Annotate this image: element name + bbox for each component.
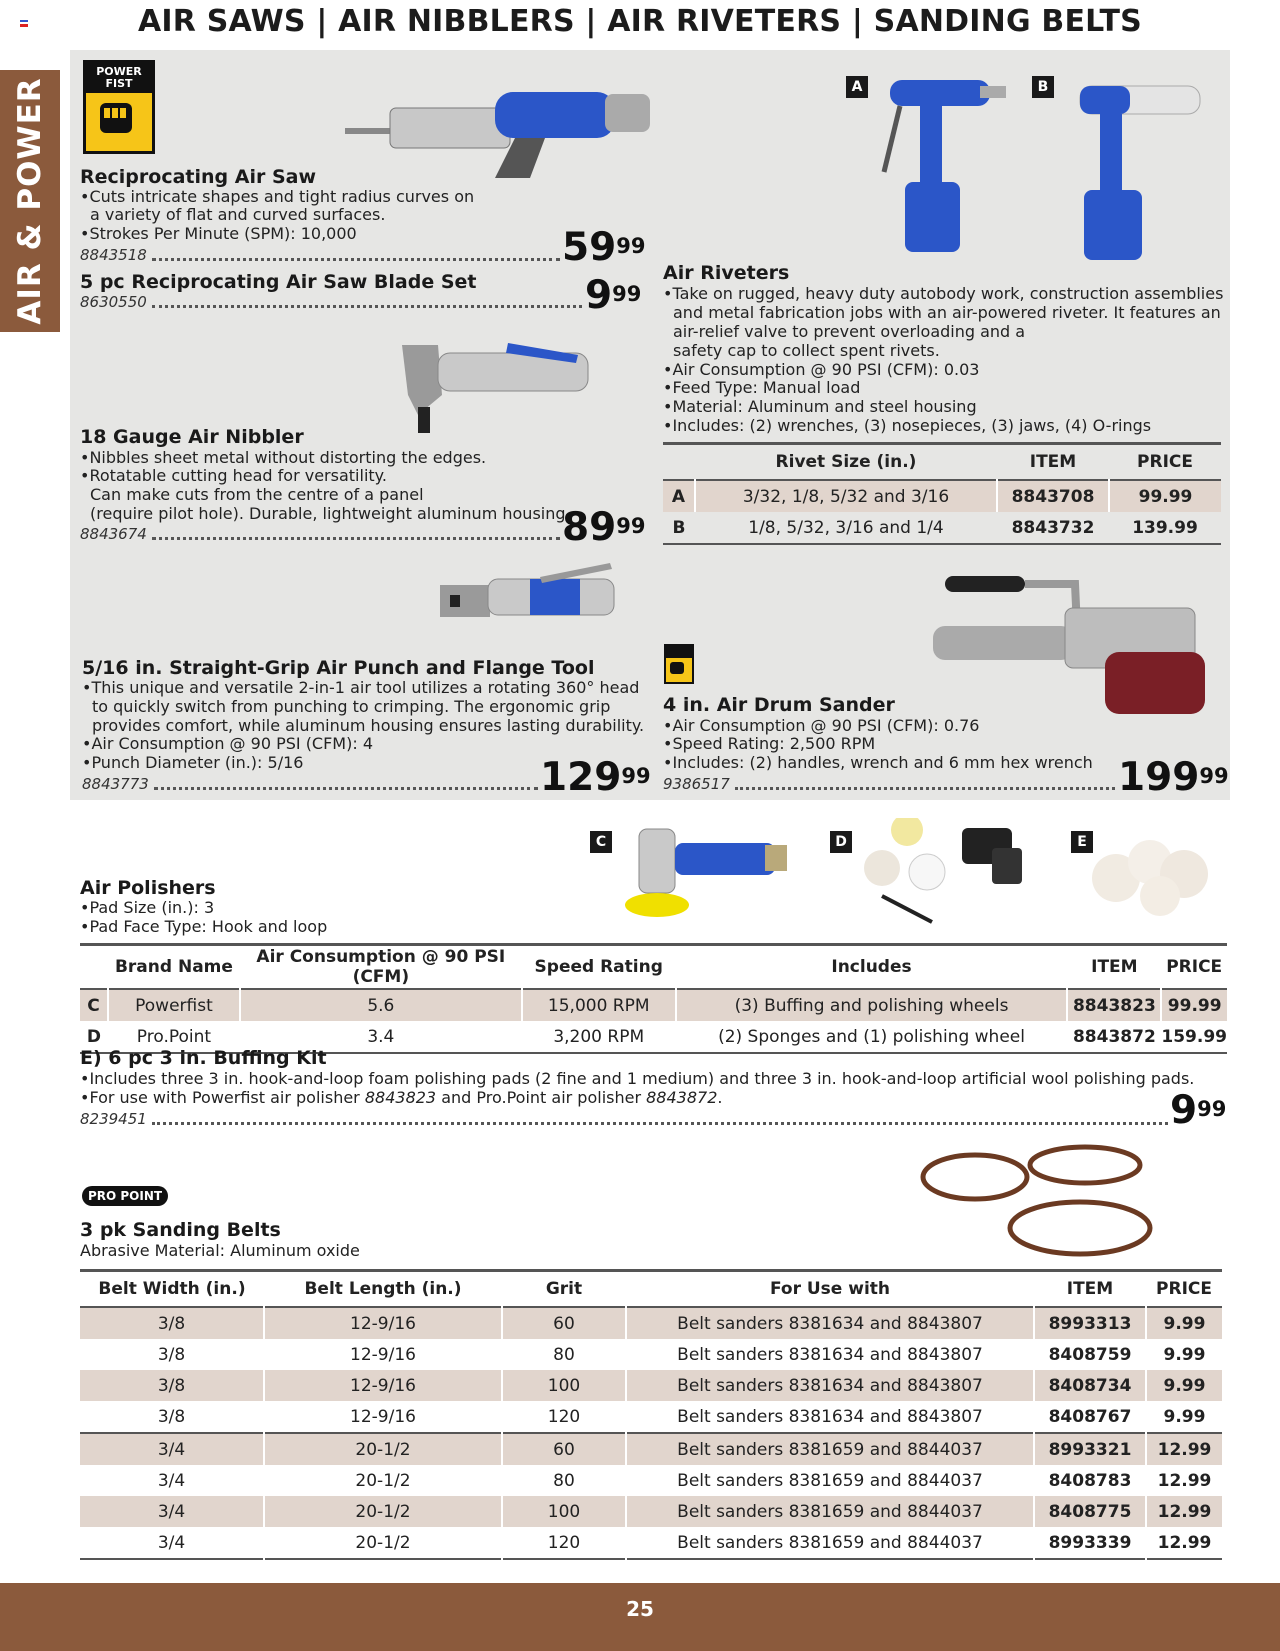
punch-price [540,755,651,800]
saw-price-cents: 99 [616,234,646,258]
power-fist-logo-line1: POWER [96,65,142,78]
blade-leader-dots [152,305,582,308]
polisher-c-label: C [590,831,612,853]
riveters-bullet-7: •Material: Aluminum and steel housing [663,397,977,416]
polisher-c-image [625,823,795,923]
belts-title: 3 pk Sanding Belts [80,1219,281,1241]
drum-bullet-3: •Includes: (2) handles, wrench and 6 mm hex wrench [663,753,1093,772]
item-number: 8993321 [1034,1433,1146,1465]
polishers-header-price: PRICE [1166,957,1223,977]
belts-subtitle: Abrasive Material: Aluminum oxide [80,1241,360,1260]
grit: 80 [502,1465,626,1496]
nibbler-bullet-3: Can make cuts from the centre of a panel [90,485,424,504]
polishers-table [80,943,1227,1054]
belt-length: 20-1/2 [264,1496,502,1527]
belt-width: 3/8 [80,1307,264,1339]
for-use-with: Belt sanders 8381634 and 8843807 [626,1339,1034,1370]
item-number: 8843823 [1067,989,1161,1021]
belt-width: 3/4 [80,1465,264,1496]
grit: 100 [502,1496,626,1527]
row-label: D [86,1026,102,1047]
reciprocating-saw-image [345,80,665,180]
price: 9.99 [1163,1406,1206,1427]
power-fist-logo-line2: FIST [105,77,133,90]
pro-point-logo: PRO POINT [82,1186,168,1206]
table-row [80,1465,1222,1496]
drum-sander-image [925,568,1215,718]
belt-width: 3/4 [80,1527,264,1559]
item-number: 8843732 [1011,517,1095,538]
price: 159.99 [1161,1026,1227,1047]
sanding-belts-image [920,1135,1190,1265]
punch-bullet-1: •This unique and versatile 2-in-1 air tool utilizes a rotating 360° head [82,678,640,697]
buffing-sku-ref-1: 8843823 [364,1088,437,1107]
for-use-with: Belt sanders 8381659 and 8844037 [626,1496,1034,1527]
nibbler-bullet-1: •Nibbles sheet metal without distorting the edges. [80,448,487,467]
punch-sku: 8843773 [82,775,149,793]
drum-price-cents: 99 [1199,764,1229,788]
punch-bullet-5: •Punch Diameter (in.): 5/16 [82,753,304,772]
saw-price [562,225,646,270]
for-use-with: Belt sanders 8381634 and 8843807 [626,1307,1034,1339]
belts-header-use: For Use with [769,1279,891,1299]
buffing-price-dollars: 9 [1170,1088,1198,1133]
fist-icon [86,93,146,143]
riveter-a-label: A [846,76,868,98]
riveters-bullet-5: •Air Consumption @ 90 PSI (CFM): 0.03 [663,360,980,379]
belts-header-width: Belt Width (in.) [98,1279,246,1299]
riveters-bullet-8: •Includes: (2) wrenches, (3) nosepieces, (3) jaws, (4) O-rings [663,416,1152,435]
riveters-bullet-3: air-relief valve to prevent overloading and a [673,322,1026,341]
punch-price-dollars: 129 [540,755,622,800]
page-footer [0,1583,1280,1651]
polishers-header-brand: Brand Name [114,957,233,977]
saw-leader-dots [152,258,560,261]
polishers-header-includes: Includes [831,957,912,977]
drum-title: 4 in. Air Drum Sander [663,694,895,716]
belt-length: 12-9/16 [264,1370,502,1401]
air-consumption: 3.4 [367,1026,395,1047]
grit: 60 [502,1307,626,1339]
nibbler-leader-dots [152,537,560,540]
saw-title: Reciprocating Air Saw [80,166,316,188]
grit: 120 [502,1401,626,1433]
price: 12.99 [1146,1496,1222,1527]
for-use-with: Belt sanders 8381634 and 8843807 [626,1401,1034,1433]
item-number: 8993339 [1034,1527,1146,1559]
page-number: 25 [626,1597,654,1621]
punch-bullet-2: to quickly switch from punching to crimping. The ergonomic grip [92,697,611,716]
buffing-title-text: 6 pc 3 in. Buffing Kit [108,1047,327,1069]
punch-title: 5/16 in. Straight-Grip Air Punch and Flange Tool [82,657,595,679]
page-title: AIR SAWS | AIR NIBBLERS | AIR RIVETERS | SANDING BELTS [138,4,1142,39]
saw-bullet-2: •Strokes Per Minute (SPM): 10,000 [80,224,357,243]
item-number: 8408734 [1034,1370,1146,1401]
grit: 80 [502,1339,626,1370]
table-row [80,1307,1222,1339]
belt-length: 20-1/2 [264,1527,502,1559]
section-side-tab [0,70,60,332]
table-row [80,989,1227,1021]
nibbler-price [562,505,646,550]
punch-leader-dots [154,787,538,790]
price: 12.99 [1146,1433,1222,1465]
riveters-header-price: PRICE [1137,452,1193,472]
price: 9.99 [1146,1307,1222,1339]
riveters-header-item: ITEM [1029,452,1077,472]
nibbler-price-cents: 99 [616,514,646,538]
item-number: 8408783 [1034,1465,1146,1496]
belt-width: 3/4 [80,1433,264,1465]
row-label: C [80,989,108,1021]
polishers-bullet-2: •Pad Face Type: Hook and loop [80,917,328,936]
table-row [80,1496,1222,1527]
polishers-header-air: Air Consumption @ 90 PSI (CFM) [256,947,506,987]
drum-bullet-1: •Air Consumption @ 90 PSI (CFM): 0.76 [663,716,980,735]
belt-length: 12-9/16 [264,1401,502,1433]
belts-header-length: Belt Length (in.) [304,1279,462,1299]
fist-icon [666,658,688,678]
nibbler-bullet-2: •Rotatable cutting head for versatility. [80,466,387,485]
price: 99.99 [1161,989,1227,1021]
includes: (3) Buffing and polishing wheels [676,989,1068,1021]
side-tab-label: AIR & POWER [12,77,48,325]
belt-width: 3/8 [80,1339,264,1370]
polishers-header-speed: Speed Rating [534,957,663,977]
rivet-size: 1/8, 5/32, 3/16 and 1/4 [748,517,944,538]
table-row [663,512,1221,544]
polishers-title: Air Polishers [80,877,216,899]
belt-length: 12-9/16 [264,1339,502,1370]
belts-header-price: PRICE [1156,1279,1212,1299]
speed-rating: 15,000 RPM [522,989,676,1021]
belt-length: 20-1/2 [264,1433,502,1465]
for-use-with: Belt sanders 8381634 and 8843807 [626,1370,1034,1401]
drum-price-dollars: 199 [1118,755,1200,800]
nibbler-bullet-4: (require pilot hole). Durable, lightweight aluminum housing. [90,504,571,523]
blade-price-dollars: 9 [585,273,613,318]
polishers-bullet-1: •Pad Size (in.): 3 [80,898,215,917]
for-use-with: Belt sanders 8381659 and 8844037 [626,1527,1034,1559]
riveter-b-image [1070,72,1210,267]
punch-bullet-4: •Air Consumption @ 90 PSI (CFM): 4 [82,734,374,753]
table-row [663,480,1221,512]
riveters-bullet-6: •Feed Type: Manual load [663,378,861,397]
blade-sku: 8630550 [80,293,147,311]
riveters-table [663,442,1221,545]
table-row [80,1527,1222,1559]
buffing-sku-ref-2: 8843872 [646,1088,718,1107]
belt-length: 20-1/2 [264,1465,502,1496]
table-row [80,1433,1222,1465]
belt-length: 12-9/16 [264,1307,502,1339]
drum-sku: 9386517 [663,775,730,793]
polisher-d-image [862,818,1042,928]
item-number: 8408759 [1034,1339,1146,1370]
drum-price [1118,755,1229,800]
buffing-bullet-1: •Includes three 3 in. hook-and-loop foam polishing pads (2 fine and 1 medium) and three 3 in. hook-and-loop artificial wool polishing pads. [80,1069,1195,1088]
item-number: 8993313 [1034,1307,1146,1339]
grit: 60 [502,1433,626,1465]
buffing-leader-dots [152,1122,1168,1125]
belts-header-item: ITEM [1066,1279,1114,1299]
power-fist-small-logo [664,644,694,684]
item-number: 8408775 [1034,1496,1146,1527]
buffing-price-cents: 99 [1197,1097,1227,1121]
air-consumption: 5.6 [240,989,522,1021]
speed-rating: 3,200 RPM [553,1026,645,1047]
buffing-kit-e-label: E [1071,831,1093,853]
grit: 100 [502,1370,626,1401]
blade-price [585,273,642,318]
for-use-with: Belt sanders 8381659 and 8844037 [626,1465,1034,1496]
item-number: 8843872 [1072,1026,1156,1047]
riveters-title: Air Riveters [663,262,790,284]
table-row [80,1339,1222,1370]
price: 12.99 [1157,1532,1212,1553]
brand-name: Pro.Point [136,1026,212,1047]
price: 99.99 [1109,480,1221,512]
brand-name: Powerfist [108,989,240,1021]
row-label: A [663,480,695,512]
punch-price-cents: 99 [621,764,651,788]
blade-title: 5 pc Reciprocating Air Saw Blade Set [80,271,477,293]
grit: 120 [502,1527,626,1559]
air-punch-image [440,555,620,635]
item-number: 8843708 [997,480,1109,512]
item-number: 8408767 [1034,1401,1146,1433]
belts-header-grit: Grit [545,1279,583,1299]
nibbler-title: 18 Gauge Air Nibbler [80,426,304,448]
riveters-bullet-4: safety cap to collect spent rivets. [673,341,940,360]
saw-price-dollars: 59 [562,225,617,270]
price: 9.99 [1146,1370,1222,1401]
for-use-with: Belt sanders 8381659 and 8844037 [626,1433,1034,1465]
drum-bullet-2: •Speed Rating: 2,500 RPM [663,734,876,753]
buffing-price [1170,1088,1227,1133]
belt-width: 3/4 [80,1496,264,1527]
buffing-bullet-2-end: . [717,1088,723,1107]
buffing-title [80,1047,327,1069]
saw-bullet-1b: a variety of flat and curved surfaces. [90,205,386,224]
buffing-title-prefix: E) [80,1047,102,1069]
riveters-bullet-2: and metal fabrication jobs with an air-powered riveter. It features an [673,303,1221,322]
belts-table [80,1269,1222,1560]
row-label: B [672,517,686,538]
riveter-a-image [880,72,1010,262]
polishers-header-item: ITEM [1091,957,1138,977]
punch-bullet-3: provides comfort, while aluminum housing ensures lasting durability. [92,716,645,735]
saw-sku: 8843518 [80,246,147,264]
air-nibbler-image [398,335,598,435]
price: 9.99 [1163,1344,1206,1365]
riveter-b-label: B [1032,76,1054,98]
belt-width: 3/8 [80,1370,264,1401]
table-row [80,1401,1222,1433]
drum-leader-dots [735,787,1115,790]
blade-price-cents: 99 [612,282,642,306]
polisher-d-label: D [830,831,852,853]
power-fist-logo [83,60,155,154]
includes: (2) Sponges and (1) polishing wheel [718,1026,1025,1047]
buffing-sku: 8239451 [80,1110,147,1128]
buffing-bullet-2-pre: •For use with Powerfist air polisher [80,1088,365,1107]
rivet-size: 3/32, 1/8, 5/32 and 3/16 [695,480,997,512]
belt-width: 3/8 [80,1401,264,1433]
riveters-header-size: Rivet Size (in.) [775,452,917,472]
buffing-bullet-2 [80,1088,722,1107]
table-row [80,1370,1222,1401]
buffing-bullet-2-mid: and Pro.Point air polisher [436,1088,647,1107]
price: 12.99 [1157,1470,1212,1491]
saw-bullet-1: •Cuts intricate shapes and tight radius curves on [80,187,475,206]
nibbler-sku: 8843674 [80,525,147,543]
riveters-bullet-1: •Take on rugged, heavy duty autobody work, construction assemblies [663,284,1224,303]
buffing-kit-image [1090,828,1220,918]
price: 139.99 [1132,517,1198,538]
nibbler-price-dollars: 89 [562,505,617,550]
